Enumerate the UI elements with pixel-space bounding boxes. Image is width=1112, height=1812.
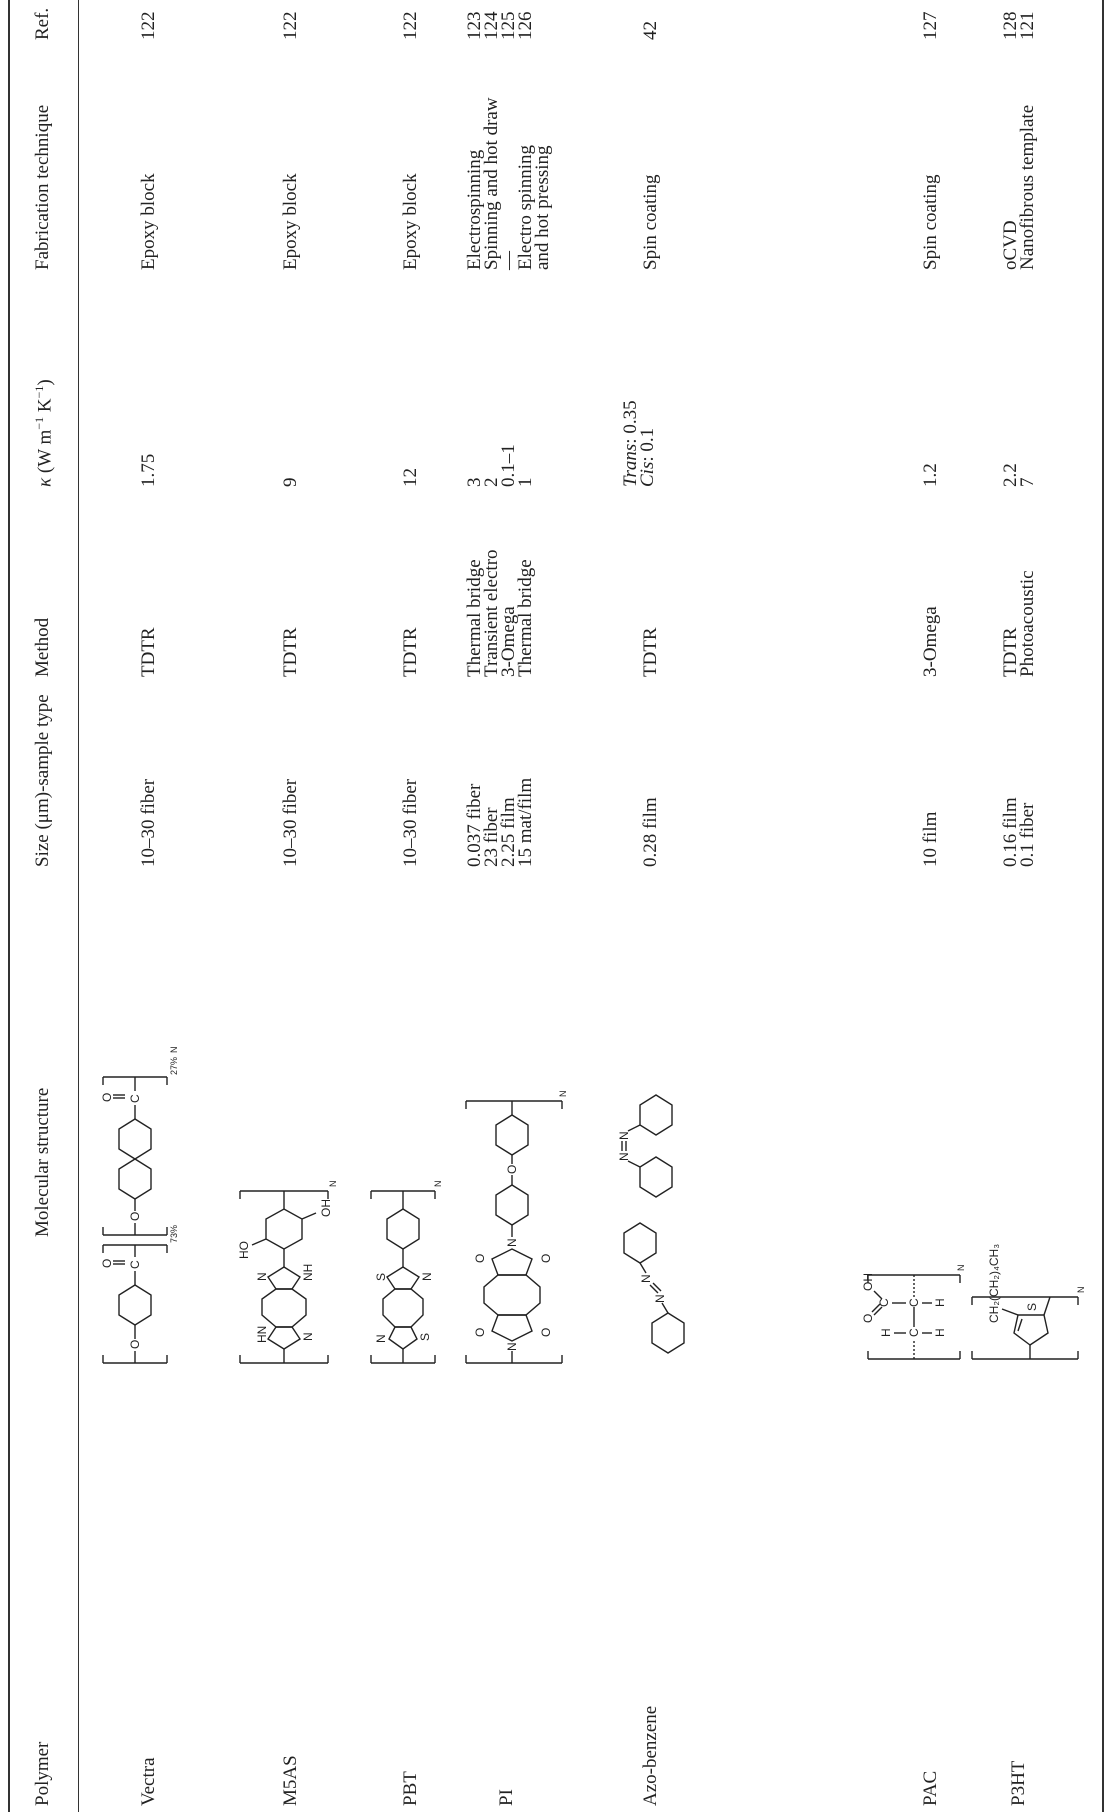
pi-structure: [462, 1017, 570, 1367]
kappa-value: 7: [1017, 477, 1038, 487]
svg-text:C: C: [877, 1298, 891, 1307]
vectra-structure: [95, 1017, 187, 1367]
size-value: 2.25 film: [498, 797, 519, 867]
svg-text:N: N: [617, 1152, 631, 1161]
kappa-value: 1.75: [138, 453, 159, 487]
fabrication-value: Electro spinning: [515, 144, 536, 270]
kappa-value: 1.2: [920, 463, 941, 487]
pac-structure: [860, 1127, 970, 1367]
header-kappa: [32, 379, 56, 487]
polymer-name: P3HT: [1008, 1760, 1029, 1806]
svg-text:O: O: [100, 1092, 114, 1102]
method-value: 3-Omega: [498, 606, 519, 677]
svg-text:S: S: [374, 1272, 388, 1281]
size-values: [466, 778, 534, 867]
ref-value: 122: [280, 11, 301, 40]
polymer-name: PBT: [400, 1771, 421, 1806]
header-polymer: Polymer: [32, 1741, 53, 1806]
ref-value: 123: [464, 11, 485, 40]
method-value: TDTR: [1000, 627, 1021, 677]
svg-text:N: N: [433, 1180, 443, 1187]
kappa-unit-k: K: [34, 398, 56, 417]
header-ref: Ref.: [32, 7, 53, 40]
kappa-trans-label: Trans: [620, 443, 641, 487]
ref-value: 125: [498, 11, 519, 40]
svg-text:CH₂(CH₂)₄CH₃: CH₂(CH₂)₄CH₃: [987, 1243, 1001, 1323]
ref-values: [1002, 12, 1036, 41]
kappa-sup-2: −1: [32, 385, 46, 399]
svg-text:N: N: [558, 1090, 568, 1097]
size-value: 0.1 fiber: [1017, 802, 1038, 867]
svg-text:O: O: [473, 1253, 487, 1263]
polymer-name: Azo-benzene: [640, 1705, 661, 1806]
method-value: TDTR: [138, 627, 159, 677]
svg-text:C: C: [907, 1298, 921, 1307]
size-value: 10 film: [920, 811, 941, 867]
header-method: Method: [32, 617, 53, 677]
kappa-symbol: κ: [34, 477, 56, 487]
svg-text:H: H: [933, 1328, 947, 1337]
svg-text:H: H: [933, 1298, 947, 1307]
kappa-value: 12: [400, 468, 421, 487]
svg-text:C: C: [128, 1094, 142, 1103]
size-value: 10–30 fiber: [138, 778, 159, 867]
m5as-structure: [232, 1017, 342, 1367]
svg-text:N: N: [420, 1272, 434, 1281]
kappa-value: 3: [464, 477, 485, 487]
fabrication-value: Spinning and hot draw: [481, 97, 502, 270]
kappa-sup-1: −1: [32, 416, 46, 430]
fabrication-value: Epoxy block: [280, 173, 301, 270]
fabrication-value: Spin coating: [640, 174, 661, 270]
svg-text:C: C: [907, 1328, 921, 1337]
polymer-name: PAC: [920, 1770, 941, 1806]
svg-text:N: N: [505, 1238, 519, 1247]
svg-text:N: N: [301, 1332, 315, 1341]
svg-text:OH: OH: [319, 1199, 333, 1217]
svg-text:73%: 73%: [169, 1224, 179, 1243]
kappa-values: [1002, 463, 1036, 487]
size-value: 0.16 film: [1000, 797, 1021, 867]
kappa-cis-label: Cis: [637, 461, 658, 487]
svg-text:N: N: [956, 1264, 966, 1271]
size-values: [1002, 797, 1036, 867]
method-values: [466, 549, 534, 677]
size-value: 15 mat/film: [515, 777, 536, 867]
svg-text:O: O: [128, 1339, 142, 1349]
method-value: 3-Omega: [920, 606, 941, 677]
kappa-value: 2: [481, 477, 502, 487]
svg-text:O: O: [128, 1211, 142, 1221]
header-structure: Molecular structure: [32, 1087, 53, 1237]
svg-text:N: N: [505, 1342, 519, 1351]
method-value: Thermal bridge: [464, 559, 485, 677]
kappa-unit: (W m: [34, 429, 56, 474]
kappa-values: [466, 444, 534, 487]
bottom-rule: [1102, 0, 1104, 1812]
method-value: TDTR: [400, 627, 421, 677]
size-value: 0.037 fiber: [464, 783, 485, 867]
fabrication-value: Epoxy block: [400, 173, 421, 270]
top-rule: [8, 0, 10, 1812]
svg-text:N: N: [374, 1334, 388, 1343]
polymer-name: PI: [496, 1789, 517, 1806]
kappa-value: 9: [280, 477, 301, 487]
fabrication-value: Spin coating: [920, 174, 941, 270]
kappa-values: [622, 400, 656, 487]
size-value: 0.28 film: [640, 797, 661, 867]
ref-value: 121: [1017, 11, 1038, 40]
fabrication-value: Epoxy block: [138, 173, 159, 270]
kappa-value: 1: [515, 477, 536, 487]
fabrication-value: Electrospinning: [464, 149, 485, 270]
fabrication-value: and hot pressing: [532, 145, 553, 270]
pbt-structure: [365, 1017, 445, 1367]
svg-text:H: H: [879, 1328, 893, 1337]
svg-text:S: S: [1025, 1302, 1039, 1311]
method-value: Thermal bridge: [515, 559, 536, 677]
polymer-name: Vectra: [138, 1757, 159, 1806]
svg-text:O: O: [539, 1327, 553, 1337]
azobenzene-structure: [588, 1037, 708, 1367]
p3ht-structure: [968, 1107, 1100, 1367]
ref-values: [466, 12, 534, 41]
svg-text:O: O: [861, 1313, 875, 1323]
fabrication-values: [466, 97, 551, 270]
svg-text:O: O: [539, 1253, 553, 1263]
header-rule: [78, 0, 79, 1812]
svg-text:N: N: [639, 1274, 653, 1283]
kappa-trans-value: : 0.35: [620, 400, 641, 444]
svg-text:N: N: [169, 1046, 179, 1053]
ref-value: 124: [481, 11, 502, 40]
svg-text:NH: NH: [301, 1263, 315, 1281]
kappa-value: 0.1–1: [498, 444, 519, 487]
ref-value: 42: [640, 21, 661, 40]
ref-value: 122: [400, 11, 421, 40]
ref-value: 126: [515, 11, 536, 40]
method-value: TDTR: [640, 627, 661, 677]
svg-text:27%: 27%: [169, 1056, 179, 1075]
svg-text:N: N: [653, 1294, 667, 1303]
kappa-cis-value: : 0.1: [637, 427, 658, 462]
svg-text:N: N: [617, 1131, 631, 1140]
method-values: [1002, 570, 1036, 677]
header-fabrication: Fabrication technique: [32, 104, 53, 270]
kappa-close: ): [34, 379, 56, 386]
fabrication-values: [1002, 105, 1036, 270]
polymer-name: M5AS: [280, 1755, 301, 1806]
header-size: Size (μm)-sample type: [32, 694, 53, 867]
svg-text:O: O: [505, 1164, 519, 1174]
size-value: 10–30 fiber: [400, 778, 421, 867]
kappa-value: 2.2: [1000, 463, 1021, 487]
fabrication-value: —: [498, 251, 519, 270]
svg-text:O: O: [100, 1258, 114, 1268]
svg-text:S: S: [418, 1332, 432, 1341]
svg-text:OH: OH: [861, 1273, 875, 1291]
svg-text:C: C: [128, 1260, 142, 1269]
method-value: TDTR: [280, 627, 301, 677]
svg-text:HO: HO: [237, 1241, 251, 1259]
svg-text:N: N: [255, 1272, 269, 1281]
size-value: 10–30 fiber: [280, 778, 301, 867]
svg-text:O: O: [473, 1327, 487, 1337]
svg-text:HN: HN: [255, 1325, 269, 1343]
svg-text:N: N: [1076, 1286, 1086, 1293]
ref-value: 128: [1000, 11, 1021, 40]
svg-text:N: N: [328, 1180, 338, 1187]
method-value: Transient electro: [481, 549, 502, 677]
kappa-cis: [639, 400, 656, 487]
fabrication-value: oCVD: [1000, 220, 1021, 270]
fabrication-value: Nanofibrous template: [1017, 104, 1038, 270]
ref-value: 122: [138, 11, 159, 40]
method-value: Photoacoustic: [1017, 570, 1038, 677]
size-value: 23 fiber: [481, 807, 502, 867]
ref-value: 127: [920, 11, 941, 40]
